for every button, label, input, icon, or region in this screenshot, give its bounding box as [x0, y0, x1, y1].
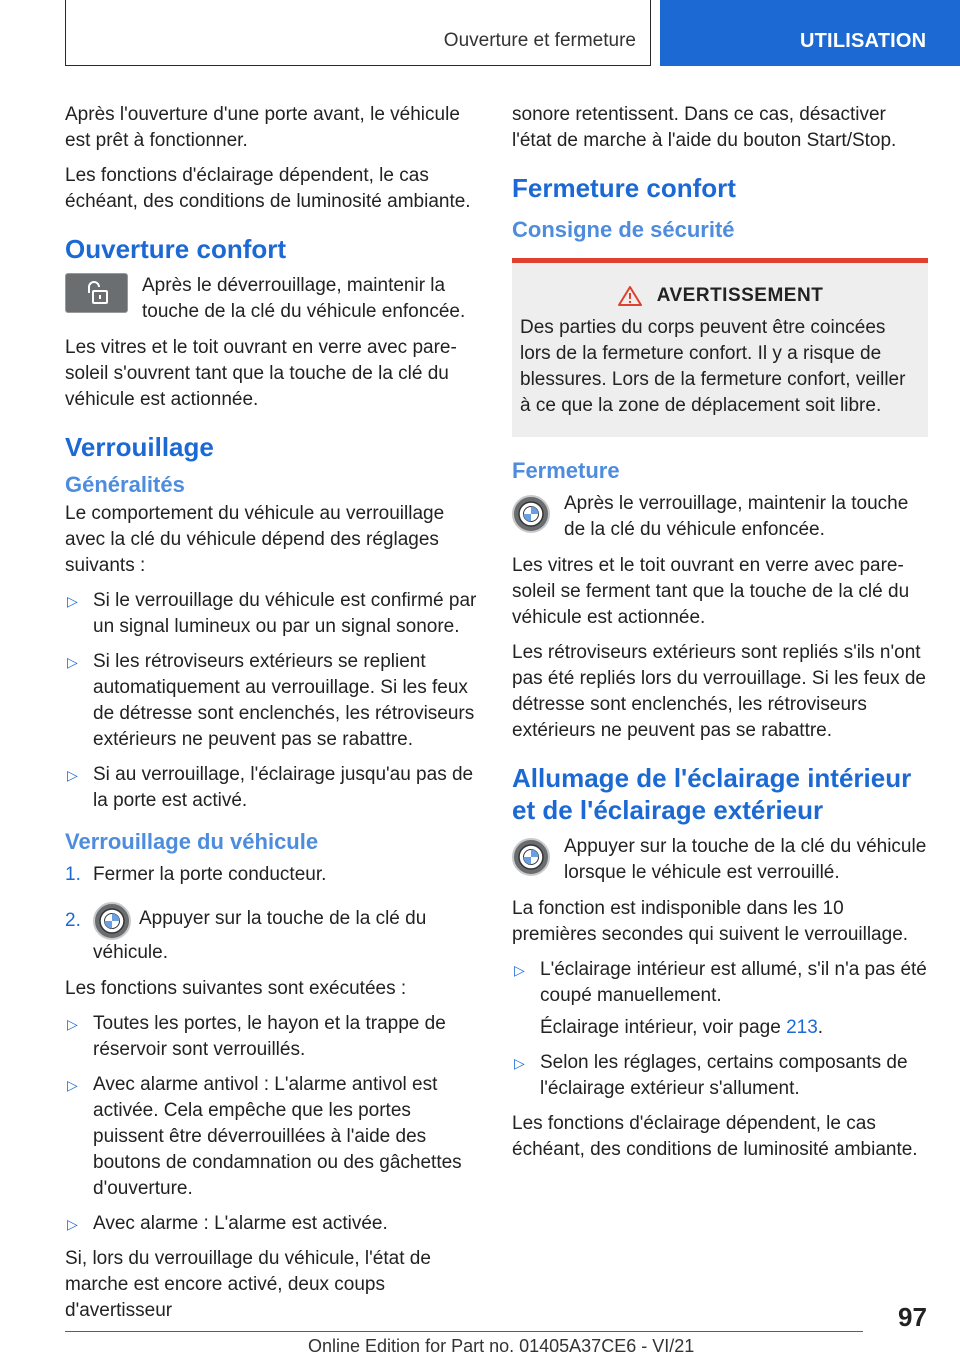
list-item: ▷ Toutes les portes, le hayon et la trappe de réservoir sont verrouillés.: [67, 1013, 446, 1060]
heading-close-comfort: Fermeture confort: [512, 173, 736, 203]
following-text: Les fonctions suivantes sont exécutées :: [65, 978, 407, 999]
heading-closing: Fermeture: [512, 458, 620, 483]
lighting-text: La fonction est indisponible dans les 10 premières secondes qui suivent le verrouillage.: [512, 898, 909, 945]
heading-open-comfort: Ouverture confort: [65, 234, 287, 264]
triangle-bullet-icon: ▷: [67, 1016, 78, 1032]
general-bullet-list: [65, 588, 477, 814]
footer-edition: Online Edition for Part no. 01405A37CE6 - VI/21: [308, 1336, 695, 1356]
triangle-bullet-icon: ▷: [514, 1055, 525, 1071]
steps-list: [65, 862, 477, 966]
heading-vehicle-lock: Verrouillage du véhicule: [65, 829, 319, 854]
chapter-title: Ouverture et fermeture: [443, 30, 636, 51]
list-item: ▷ Selon les réglages, certains composants de l'éclairage extérieur s'allument.: [514, 1052, 908, 1099]
general-text: Le comportement du véhicule au verrouillage avec la clé du véhicule dépend des réglages suivants :: [65, 503, 445, 576]
triangle-bullet-icon: ▷: [67, 1216, 78, 1232]
intro-paragraph-2: Les fonctions d'éclairage dépendent, le cas échéant, des conditions de luminosité ambiante.: [65, 165, 471, 212]
final-text: Les fonctions d'éclairage dépendent, le cas échéant, des conditions de luminosité ambiante.: [512, 1113, 918, 1160]
heading-locking: Verrouillage: [65, 432, 214, 462]
step-item: 2. Appuyer sur la touche de la clé du véhicule.: [65, 898, 477, 966]
page-number: 97: [898, 1302, 927, 1332]
lighting-icon-text: Appuyer sur la touche de la clé du véhicule lorsque le véhicule est verrouillé.: [564, 836, 927, 883]
intro-paragraph-1: Après l'ouverture d'une porte avant, le véhicule est prêt à fonctionner.: [65, 104, 460, 151]
header-chapter-box: [65, 0, 651, 66]
lighting-row: [512, 834, 928, 886]
heading-safety: Consigne de sécurité: [512, 217, 735, 242]
list-item: ▷ Avec alarme : L'alarme est activée.: [65, 1211, 477, 1237]
continued-text: sonore retentissent. Dans ce cas, désactiver l'état de marche à l'aide du bouton Start/Stop.: [512, 104, 897, 151]
warning-title: AVERTISSEMENT: [656, 285, 824, 306]
open-comfort-row: [65, 273, 477, 325]
section-label: UTILISATION: [800, 30, 927, 52]
key-button-icon: [512, 838, 550, 876]
key-button-icon: [93, 902, 131, 940]
warning-triangle-icon: [617, 285, 643, 307]
unlock-icon: [65, 273, 128, 313]
warning-box: [512, 258, 928, 437]
triangle-bullet-icon: ▷: [514, 962, 525, 978]
footer-divider: [65, 1331, 863, 1332]
heading-general: Généralités: [65, 472, 185, 497]
warning-text: Des parties du corps peuvent être coincées lors de la fermeture confort. Il y a risque de blessures. Lors de la fermeture confort, veiller à ce que la zone de déplacement soit libre.: [520, 317, 906, 416]
open-comfort-text: Les vitres et le toit ouvrant en verre avec pare-soleil s'ouvrent tant que la touche de la clé du véhicule est actionnée.: [65, 337, 457, 410]
key-button-icon: [512, 495, 550, 533]
list-item: ▷ Si au verrouillage, l'éclairage jusqu'au pas de la porte est activé.: [67, 764, 474, 811]
list-item: ▷ Si les rétroviseurs extérieurs se replient automatiquement au verrouillage. Si les feux de détresse sont enclenchés, les rétroviseurs extérieurs ne peuvent pas se rabattre.: [67, 651, 475, 750]
triangle-bullet-icon: ▷: [67, 1077, 78, 1093]
page-link[interactable]: 213: [786, 1017, 818, 1038]
open-comfort-icon-text: Après le déverrouillage, maintenir la touche de la clé du véhicule enfoncée.: [142, 275, 466, 322]
closing-text-1: Les vitres et le toit ouvrant en verre avec pare-soleil se ferment tant que la touche de la clé du véhicule est actionnée.: [512, 555, 910, 628]
lock-bullet-list: [65, 1011, 477, 1237]
list-item: ▷ L'éclairage intérieur est allumé, s'il n'a pas été coupé manuellement. Éclairage intérieur, voir page 213.: [512, 957, 928, 1041]
right-column: [512, 102, 928, 1172]
triangle-bullet-icon: ▷: [67, 654, 78, 670]
closing-icon-text: Après le verrouillage, maintenir la touche de la clé du véhicule enfoncée.: [564, 493, 909, 540]
header-section-tab[interactable]: [660, 0, 960, 66]
lighting-bullet-list: [512, 957, 928, 1102]
closing-row: [512, 491, 928, 543]
triangle-bullet-icon: ▷: [67, 593, 78, 609]
step-item: 1. Fermer la porte conducteur.: [65, 864, 327, 885]
warning-header: [520, 285, 920, 307]
page-reference: Éclairage intérieur, voir page 213.: [540, 1017, 824, 1038]
closing-text: Si, lors du verrouillage du véhicule, l'état de marche est encore activé, deux coups d'avertisseur: [65, 1248, 431, 1321]
triangle-bullet-icon: ▷: [67, 767, 78, 783]
list-item: ▷ Si le verrouillage du véhicule est confirmé par un signal lumineux ou par un signal sonore.: [67, 590, 477, 637]
list-item: ▷ Avec alarme antivol : L'alarme antivol est activée. Cela empêche que les portes puissent être déverrouillées à l'aide des boutons de condamnation ou des gâchettes d'ouverture.: [67, 1074, 462, 1199]
closing-text-2: Les rétroviseurs extérieurs sont repliés s'ils n'ont pas été repliés lors du verrouillage. Si les feux de détresse sont enclenchés, les rétroviseurs extérieurs ne peuvent pas se rabattre.: [512, 642, 927, 741]
left-column: [65, 102, 477, 1333]
heading-lighting: Allumage de l'éclairage intérieur et de l'éclairage extérieur: [512, 763, 912, 825]
